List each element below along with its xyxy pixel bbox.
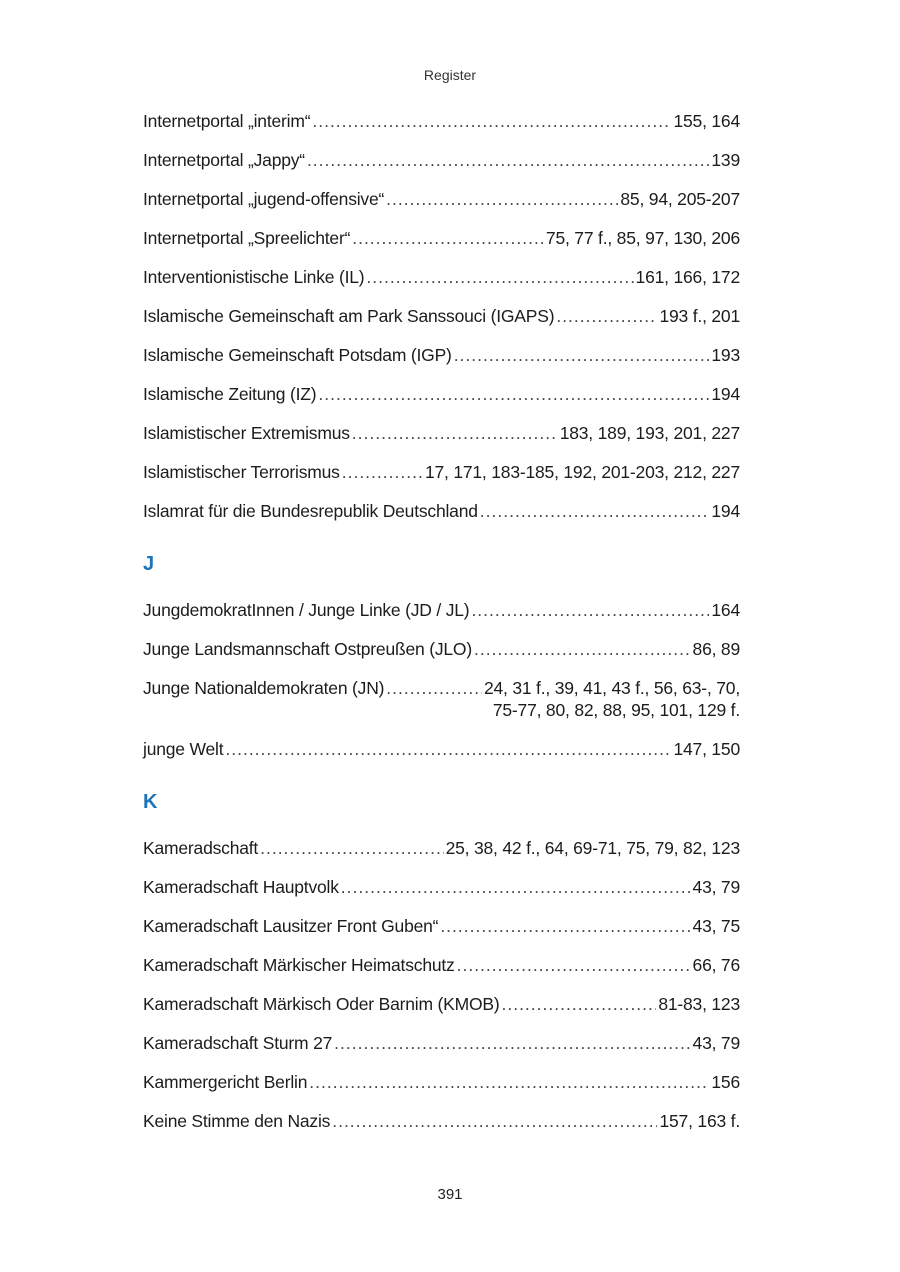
page-number: 391 [437, 1186, 463, 1203]
entry-pages: 193 f., 201 [659, 306, 740, 326]
dot-leader [366, 266, 633, 288]
entry-term: Kameradschaft Sturm 27 [143, 1033, 333, 1053]
entry-term: Internetportal „interim“ [143, 111, 311, 131]
section-letter-heading: K [143, 791, 158, 813]
dot-leader [225, 738, 671, 760]
index-entry [143, 149, 740, 171]
entry-term: Islamische Gemeinschaft Potsdam (IGP) [143, 345, 452, 365]
entry-pages: 194 [711, 501, 740, 521]
index-entry [143, 599, 740, 621]
dot-leader [474, 638, 691, 660]
index-entry [143, 305, 740, 327]
dot-leader [440, 915, 690, 937]
entry-term: Islamistischer Extremismus [143, 423, 350, 443]
entry-pages: 25, 38, 42 f., 64, 69-71, 75, 79, 82, 123 [445, 838, 740, 858]
entry-pages: 24, 31 f., 39, 41, 43 f., 56, 63-, 70, [483, 678, 740, 698]
entry-pages: 81-83, 123 [658, 994, 740, 1014]
index-entry [143, 738, 740, 760]
entry-pages: 147, 150 [673, 739, 740, 759]
dot-leader [480, 500, 710, 522]
entry-pages: 183, 189, 193, 201, 227 [559, 423, 740, 443]
dot-leader [471, 599, 709, 621]
index-entry [143, 461, 740, 483]
entry-term: Internetportal „Spreelichter“ [143, 228, 351, 248]
dot-leader [260, 837, 443, 859]
entry-term: Kameradschaft Lausitzer Front Guben“ [143, 916, 439, 936]
index-entry [143, 1110, 740, 1132]
entry-pages: 156 [711, 1072, 740, 1092]
index-section-j [143, 552, 740, 760]
entry-term: Islamische Zeitung (IZ) [143, 384, 317, 404]
entry-term: Kammergericht Berlin [143, 1072, 308, 1092]
index-entry [143, 638, 740, 660]
dot-leader [332, 1110, 657, 1132]
index-entry [143, 1032, 740, 1054]
index-column [143, 110, 740, 1149]
entry-term: Internetportal „Jappy“ [143, 150, 305, 170]
index-entry [143, 677, 740, 721]
index-entry [143, 837, 740, 859]
dot-leader [341, 876, 691, 898]
entry-pages: 75, 77 f., 85, 97, 130, 206 [545, 228, 740, 248]
entry-pages: 164 [711, 600, 740, 620]
entry-term: Islamistischer Terrorismus [143, 462, 340, 482]
index-entry [143, 344, 740, 366]
dot-leader [386, 188, 618, 210]
entry-term: Interventionistische Linke (IL) [143, 267, 365, 287]
dot-leader [342, 461, 423, 483]
dot-leader [457, 954, 691, 976]
index-entry [143, 993, 740, 1015]
entry-pages: 139 [711, 150, 740, 170]
index-section-i [143, 110, 740, 522]
entry-pages: 43, 75 [692, 916, 740, 936]
dot-leader [352, 422, 558, 444]
entry-pages: 86, 89 [692, 639, 740, 659]
entry-pages: 155, 164 [673, 111, 740, 131]
entry-pages: 85, 94, 205-207 [620, 189, 740, 209]
entry-pages: 161, 166, 172 [635, 267, 740, 287]
entry-pages-continuation: 75-77, 80, 82, 88, 95, 101, 129 f. [492, 700, 740, 720]
index-entry [143, 227, 740, 249]
index-entry [143, 383, 740, 405]
entry-term: Kameradschaft Märkischer Heimatschutz [143, 955, 455, 975]
index-entry [143, 876, 740, 898]
entry-pages: 193 [711, 345, 740, 365]
dot-leader [312, 110, 671, 132]
index-entry [143, 1071, 740, 1093]
index-entry [143, 954, 740, 976]
entry-term: junge Welt [143, 739, 224, 759]
dot-leader [307, 149, 709, 171]
entry-term: Islamische Gemeinschaft am Park Sanssouci (IGAPS) [143, 306, 555, 326]
index-entry [143, 915, 740, 937]
entry-pages: 17, 171, 183-185, 192, 201-203, 212, 227 [424, 462, 740, 482]
dot-leader [386, 677, 482, 699]
entry-term: Kameradschaft Märkisch Oder Barnim (KMOB) [143, 994, 500, 1014]
dot-leader [501, 993, 656, 1015]
dot-leader [318, 383, 709, 405]
entry-pages: 157, 163 f. [659, 1111, 740, 1131]
entry-pages: 66, 76 [692, 955, 740, 975]
entry-term: Junge Landsmannschaft Ostpreußen (JLO) [143, 639, 472, 659]
dot-leader [352, 227, 544, 249]
entry-pages: 194 [711, 384, 740, 404]
index-entry [143, 188, 740, 210]
index-entry [143, 422, 740, 444]
dot-leader [556, 305, 657, 327]
entry-pages: 43, 79 [692, 1033, 740, 1053]
entry-term: Kameradschaft Hauptvolk [143, 877, 339, 897]
entry-term: Internetportal „jugend-offensive“ [143, 189, 385, 209]
dot-leader [309, 1071, 709, 1093]
entry-term: Islamrat für die Bundesrepublik Deutschland [143, 501, 478, 521]
dot-leader [454, 344, 710, 366]
index-entry [143, 110, 740, 132]
entry-term: Kameradschaft [143, 838, 259, 858]
dot-leader [334, 1032, 690, 1054]
index-section-k [143, 790, 740, 1132]
section-letter-heading: J [143, 553, 155, 575]
running-head: Register [423, 67, 477, 83]
entry-term: JungdemokratInnen / Junge Linke (JD / JL) [143, 600, 470, 620]
entry-term: Junge Nationaldemokraten (JN) [143, 678, 385, 698]
entry-pages: 43, 79 [692, 877, 740, 897]
index-entry [143, 500, 740, 522]
index-entry [143, 266, 740, 288]
entry-term: Keine Stimme den Nazis [143, 1111, 331, 1131]
